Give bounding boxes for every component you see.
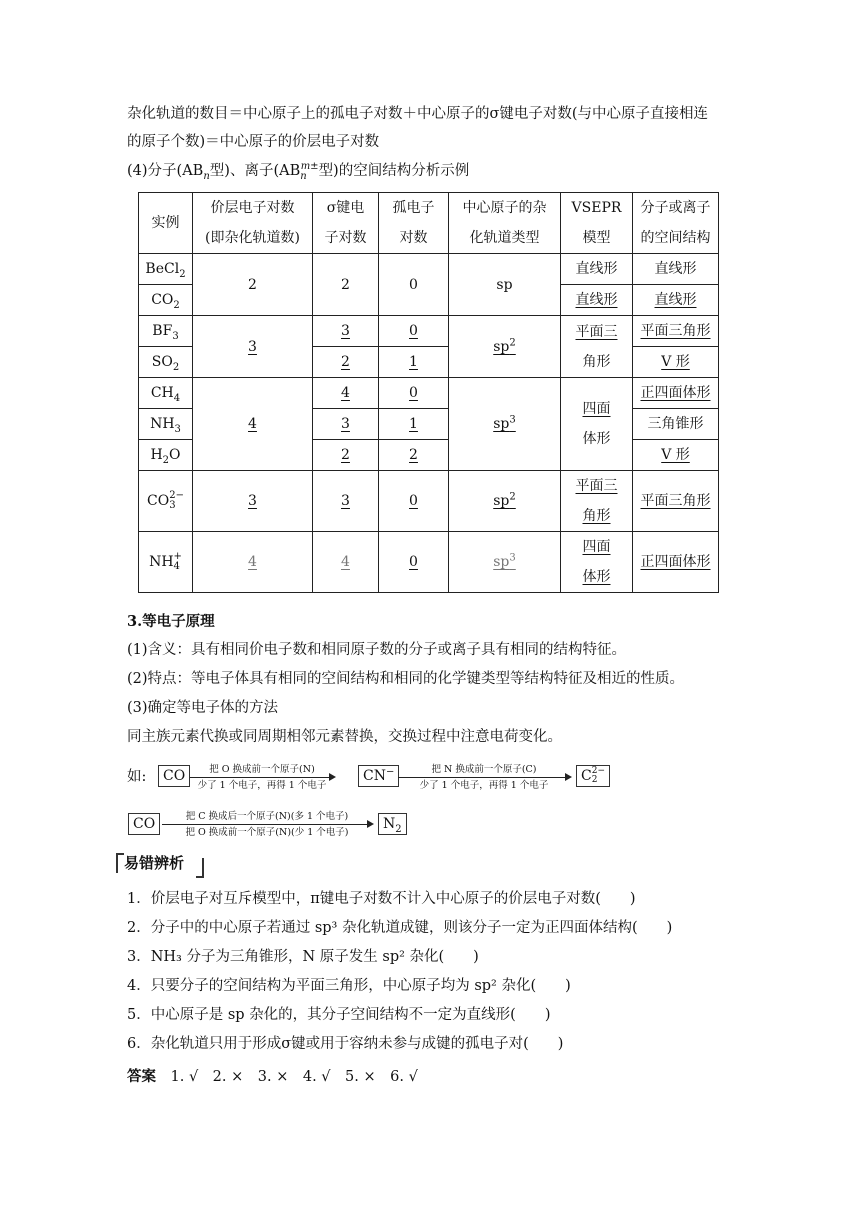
cell-vsepr-co3: 平面三 角形 [561,471,633,532]
arrow-2-line [398,777,570,778]
cell-co3: CO 2− 3 [139,471,193,532]
cell-co2: $CO_2$ [139,285,193,316]
section-3-p1: (1)含义：具有相同价电子数和相同原子数的分子或离子具有相同的结构特征。 [127,642,627,658]
section-3-p4: 同主族元素代换或同周期相邻元素替换，交换过程中注意电荷变化。 [127,729,562,745]
header-vsepr: VSEPR 模型 [561,193,633,254]
cell-ch4: $CH_4$ [139,378,193,409]
answers-line [127,1066,418,1088]
example-box-c2: C 2− 2 [576,765,610,787]
cell-sigma-nh4: 4 [313,532,379,593]
arrow-1-top-label: 把 O 换成前一个原子(N) [209,764,315,775]
cell-shape-h2o: V 形 [633,440,719,471]
cell-shape-co2: 直线形 [633,285,719,316]
arrow-2-top-label: 把 N 换成前一个原子(C) [431,764,537,775]
cell-sigma-ch4: 4 [313,378,379,409]
heading-4-prefix: (4)分子(AB [127,163,204,179]
cell-shape-nh3: 三角锥形 [633,409,719,440]
cell-lone-so2: 1 [379,347,449,378]
error-section-tag: 易错辨析 [124,854,185,872]
cell-shape-becl2: 直线形 [633,254,719,285]
arrow-1-bottom-label: 少了 1 个电子，再得 1 个电子 [197,780,327,791]
cell-shape-ch4: 正四面体形 [633,378,719,409]
section-3-title: 3.等电子原理 [127,613,215,630]
header-valence-pairs: 价层电子对数 (即杂化轨道数) [193,193,313,254]
header-hybridization: 中心原子的杂 化轨道类型 [449,193,561,254]
cell-hyb-nh4: $sp^3$ [449,532,561,593]
cell-h2o: $H_2O$ [139,440,193,471]
cell-sigma-nh3: 3 [313,409,379,440]
header-shape: 分子或离子 的空间结构 [633,193,719,254]
cell-shape-nh4: 正四面体形 [633,532,719,593]
table-row [139,316,719,347]
cell-sigma-co3: 3 [313,471,379,532]
cell-lone-ch4: 0 [379,378,449,409]
cell-hyb-co3: $sp^2$ [449,471,561,532]
cell-vp-g3: 4 [193,378,313,471]
table-row [139,378,719,409]
example-label: 如: [127,769,147,785]
heading-4-ion-n: n [300,170,307,182]
answers-values: 1. √ 2. × 3. × 4. √ 5. × 6. √ [170,1069,418,1085]
table-row [139,254,719,285]
bracket-right [196,858,204,878]
cell-vsepr-becl2: 直线形 [561,254,633,285]
arrow-3-bottom-label: 把 O 换成前一个原子(N)(少 1 个电子) [185,827,349,838]
error-item-1: 1．价层电子对互斥模型中，π键电子对数不计入中心原子的价层电子对数( ) [127,891,636,907]
cell-shape-co3: 平面三角形 [633,471,719,532]
example-box-n2: $N_2$ [378,813,407,835]
example-box-co: CO [158,765,190,787]
cell-lone-h2o: 2 [379,440,449,471]
error-item-2: 2．分子中的中心原子若通过 sp³ 杂化轨道成键，则该分子一定为正四面体结构( ) [127,920,673,936]
cell-vsepr-g3: 四面 体形 [561,378,633,471]
error-item-3: 3．NH₃ 分子为三角锥形，N 原子发生 sp² 杂化( ) [127,949,479,965]
header-example: 实例 [139,193,193,254]
cell-shape-so2: V 形 [633,347,719,378]
error-item-4: 4．只要分子的空间结构为平面三角形，中心原子均为 sp² 杂化( ) [127,978,571,994]
arrow-1-line [190,777,334,778]
cell-vsepr-nh4: 四面 体形 [561,532,633,593]
cell-lone-nh4: 0 [379,532,449,593]
header-lone-pairs: 孤电子 对数 [379,193,449,254]
arrow-3-line [162,824,372,825]
cell-lone-co3: 0 [379,471,449,532]
cell-lone-bf3: 0 [379,316,449,347]
heading-4-charge: m± [300,161,319,173]
cell-lone-nh3: 1 [379,409,449,440]
bracket-left [116,853,124,873]
heading-4-mid: 型)、离子(AB [209,163,301,179]
cell-hyb-g2: $sp^2$ [449,316,561,378]
cell-sigma-bf3: 3 [313,316,379,347]
table-row [139,532,719,593]
answers-label: 答案 [127,1068,156,1085]
cell-shape-bf3: 平面三角形 [633,316,719,347]
arrow-2-bottom-label: 少了 1 个电子，再得 1 个电子 [419,780,549,791]
heading-4 [127,160,469,182]
cell-vsepr-co2: 直线形 [561,285,633,316]
cell-nh3: $NH_3$ [139,409,193,440]
example-box-co-2: CO [128,813,160,835]
table-header-row [139,193,719,254]
cell-hyb-g3: $sp^3$ [449,378,561,471]
cell-vp-co3: 3 [193,471,313,532]
intro-line-1: 杂化轨道的数目＝中心原子上的孤电子对数＋中心原子的σ键电子对数(与中心原子直接相连 [127,106,709,122]
example-box-cn: CN− [358,765,399,787]
table-row [139,471,719,532]
cell-vsepr-g2: 平面三 角形 [561,316,633,378]
cell-sigma-h2o: 2 [313,440,379,471]
structure-table [138,192,719,593]
cell-lone-g1: 0 [379,254,449,316]
cell-sigma-g1: 2 [313,254,379,316]
section-3-p2: (2)特点：等电子体具有相同的空间结构和相同的化学键类型等结构特征及相近的性质。 [127,671,685,687]
cell-vp-g2: 3 [193,316,313,378]
section-3-p3: (3)确定等电子体的方法 [127,700,279,716]
cell-vp-g1: 2 [193,254,313,316]
cell-vp-nh4: 4 [193,532,313,593]
cell-becl2: BeCl$_2$ [139,254,193,285]
cell-so2: $SO_2$ [139,347,193,378]
arrow-3-top-label: 把 C 换成后一个原子(N)(多 1 个电子) [185,811,349,822]
cell-nh4: NH + 4 [139,532,193,593]
cell-hyb-g1: sp [449,254,561,316]
error-item-5: 5．中心原子是 sp 杂化的，其分子空间结构不一定为直线形( ) [127,1007,551,1023]
header-sigma-pairs: σ键电 子对数 [313,193,379,254]
cell-sigma-so2: 2 [313,347,379,378]
heading-4-n: n [203,170,210,182]
heading-4-suffix: 型)的空间结构分析示例 [318,163,470,179]
error-item-6: 6．杂化轨道只用于形成σ键或用于容纳未参与成键的孤电子对( ) [127,1036,564,1052]
cell-bf3: $BF_3$ [139,316,193,347]
intro-line-2: 的原子个数)＝中心原子的价层电子对数 [127,134,380,150]
